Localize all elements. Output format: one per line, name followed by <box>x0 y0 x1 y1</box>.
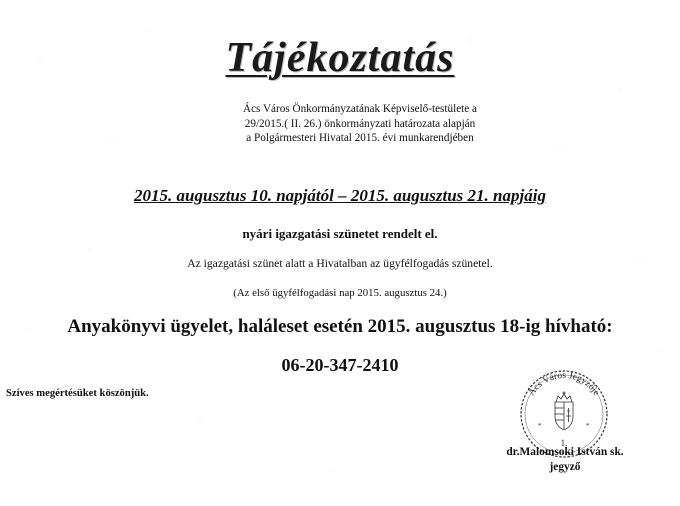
thanks-note: Szíves megértésüket köszönjük. <box>6 388 149 399</box>
stamp-number: 1. <box>560 438 568 448</box>
closure-period: 2015. augusztus 10. napjától – 2015. augusztus 21. napjáig <box>134 186 546 205</box>
signature-block <box>480 445 650 475</box>
intro-line: a Polgármesteri Hivatal 2015. évi munkarendjében <box>246 132 474 144</box>
signer-role: jegyző <box>549 461 581 473</box>
intro-line: Ács Város Önkormányzatának Képviselő-testülete a <box>242 103 478 115</box>
intro-paragraph <box>200 102 520 146</box>
closure-statement: nyári igazgatási szünetet rendelt el. <box>242 226 438 241</box>
stamp-star-left: * <box>538 422 542 430</box>
page-title: Tájékoztatás <box>225 35 455 81</box>
stamp-star-right: * <box>586 422 590 430</box>
stamp-text: Ács Város Jegyzője <box>526 370 602 398</box>
intro-line: 29/2015.( II. 26.) önkormányzati határozata alapján <box>244 117 476 130</box>
reception-closed-notice: Az igazgatási szünet alatt a Hivatalban az ügyfélfogadás szünetel. <box>187 257 493 270</box>
signer-name: dr.Malomsoki István sk. <box>506 446 624 458</box>
first-reception-day: (Az első ügyfélfogadási nap 2015. augusztus 24.) <box>233 287 447 299</box>
registry-duty-notice: Anyakönyvi ügyelet, haláleset esetén 2015. augusztus 18-ig hívható: <box>67 316 613 337</box>
phone-number: 06-20-347-2410 <box>281 355 399 375</box>
coat-of-arms-icon <box>555 392 573 430</box>
